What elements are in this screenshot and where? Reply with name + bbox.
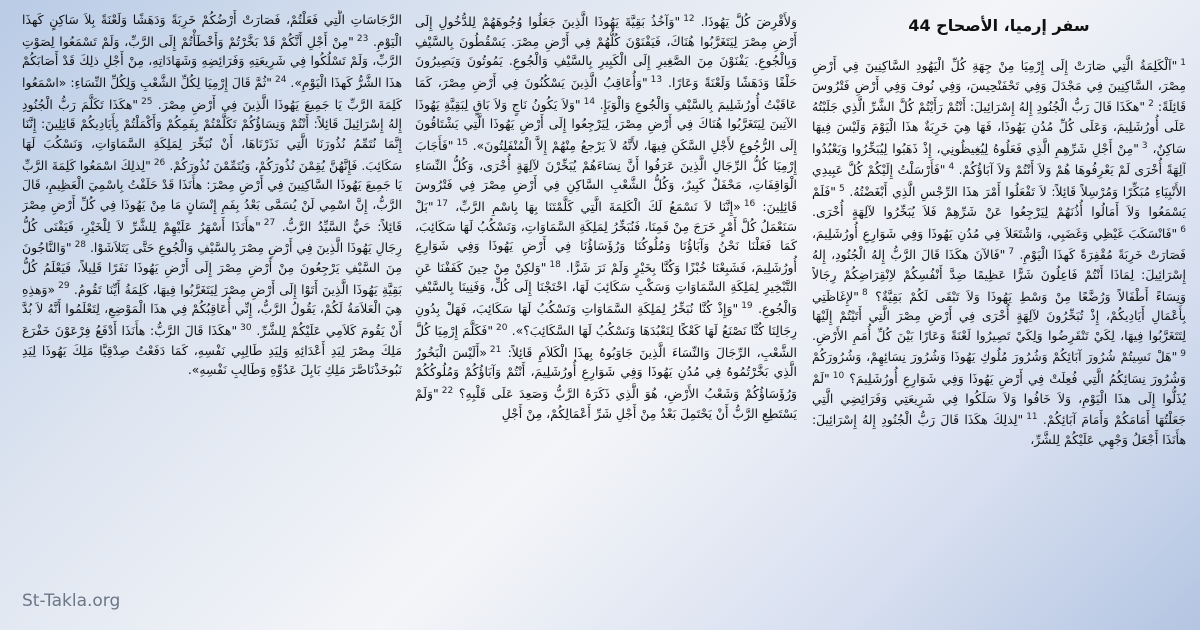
verse-number: 8 <box>861 288 868 299</box>
verse-text: "هكَذَا قَالَ رَبُّ الْجُنُودِ إِلهُ إِسْرَائِيلَ: أَنْتُمْ رَأَيْتُمْ كُلَّ الشَّرِّ الَّذِي جَلَبْتُهُ عَلَى أُورُشَلِيمَ، وَعَلَى كُلِّ مُدُنِ يَهُوذَا، فَهَا هِيَ خَرِبَةٌ هذَا الْيَوْمَ وَلَيْسَ فِيهَا سَاكِنٌ، <box>812 99 1186 156</box>
verse-number: 14 <box>583 96 596 107</box>
verse-text: "مِنْ أَجْلِ أَنَّكُمْ قَدْ بَخَّرْتُمْ وَأَخْطَأْتُمْ إِلَى الرَّبِّ، وَلَمْ تَسْمَعُوا لِصَوْتِ الرَّبِّ، وَلَمْ تَسْلُكُوا فِي شَرِيعَتِهِ وَفَرَائِضِهِ وَشَهَادَاتِهِ، مِنْ أَجْلِ ذلِكَ قَدْ أَصَابَكُمْ هذَا الشَّرُّ كَهذَا الْيَوْمِ». <box>22 33 402 91</box>
column-right-text <box>812 54 1186 450</box>
verse-text: الرَّجَاسَاتِ الَّتِي فَعَلْتُمْ، فَصَارَتْ أَرْضُكُمْ خَرِبَةً وَدَهَشًا وَلَعْنَةً بِلاَ سَاكِنٍ كَهذَا الْيَوْمِ. <box>22 12 402 49</box>
column-left-text <box>22 10 402 380</box>
verse-number: 11 <box>1026 412 1038 423</box>
verse-text: "فَكَلَّمَ إِرْمِيَا كُلَّ الشَّعْبِ، الرِّجَالَ وَالنِّسَاءَ الَّذِينَ جَاوَبُوهُ بِهذَا الْكَلاَمِ قَائِلاً: <box>415 322 797 360</box>
verse-text: «أَلَيْسَ الْبَخُورُ الَّذِي بَخَّرْتُمُوهُ فِي مُدُنِ يَهُوذَا وَفِي شَوَارِعِ أُورُشَلِيمَ، أَنْتُمْ وَآبَاؤُكُمْ وَمُلُوكُكُمْ وَرُؤَسَاؤُكُمْ وَشَعْبُ الأَرْضِ، هُوَ الَّذِي ذَكَرَهُ الرَّبُّ وَصَعِدَ عَلَى قَلْبِهِ؟ <box>415 344 797 401</box>
verse-text: "لإِغَاظَتِي بِأَعْمَالِ أَيَادِيكُمْ، إِذْ تُبَخِّرُونَ لآلِهَةٍ أُخْرَى فِي أَرْضِ مِصْرَ الَّتِي أَتَيْتُمْ إِلَيْهَا لِتَتَغَرَّبُوا فِيهَا، لِكَيْ تَنْقَرِضُوا وَلِكَيْ تَصِيرُوا لَعْنَةً وَعَارًا بَيْنَ كُلِّ أُمَمِ الأَرْضِ. <box>812 288 1186 343</box>
verse-number: 21 <box>489 344 502 355</box>
verse-number: 24 <box>275 74 287 85</box>
verse-number: 9 <box>1180 349 1186 360</box>
verse-text: "مِنْ أَجْلِ شَرِّهِمِ الَّذِي فَعَلُوهُ لِيُغِيظُونِي، إِذْ ذَهَبُوا لِيُبَخِّرُوا وَيَعْبُدُوا آلِهَةً أُخْرَى لَمْ يَعْرِفُوهَا هُمْ وَلاَ أَنْتُمْ وَلاَ آبَاؤُكُمْ. <box>812 140 1186 178</box>
verse-text: «إِنَّنَا لاَ نَسْمَعُ لَكَ الْكَلِمَةَ الَّتِي كَلَّمْتَنَا بِهَا بِاسْمِ الرَّبِّ، <box>448 198 741 214</box>
verse-number: 29 <box>58 281 70 292</box>
verse-text: "وَإِذْ كُنَّا نُبَخِّرُ لِمَلِكَةِ السَّمَاوَاتِ وَنَسْكُبُ لَهَا سَكَائِبَ، فَهَلْ بِدُونِ رِجَالِنَا كُنَّا نَصْنَعُ لَهَا كَعْكًا لِنَعْبُدَهَا وَنَسْكُبُ لَهَا السَّكَائِبَ؟». <box>415 301 797 338</box>
verse-text: "فَلَمْ يَسْمَعُوا وَلاَ أَمَالُوا أُذُنَهُمْ لِيَرْجِعُوا عَنْ شَرِّهِمْ فَلاَ يُبَخِّرُوا لآلِهَةٍ أُخْرَى. <box>812 184 1186 219</box>
verse-number: 5 <box>838 184 845 195</box>
verse-number: 16 <box>743 198 756 209</box>
site-watermark: St-Takla.org <box>22 591 121 611</box>
verse <box>812 349 1186 386</box>
verse-number: 13 <box>650 74 663 85</box>
verse-number: 27 <box>263 218 276 229</box>
verse-text: "ثُمَّ قَالَ إِرْمِيَا لِكُلِّ الشَّعْبِ وَلِكُلِّ النِّسَاءِ: «اسْمَعُوا كَلِمَةَ الرَّبِّ يَا جَمِيعَ يَهُوذَا الَّذِينَ فِي أَرْضِ مِصْرَ. <box>22 75 402 112</box>
verse-number: 18 <box>549 259 561 270</box>
verse-number: 28 <box>74 240 87 251</box>
verse-text: "فَالآنَ هكَذَا قَالَ الرَّبُّ إِلهُ الْجُنُودِ، إِلهُ إِسْرَائِيلَ: لِمَاذَا أَنْتُمْ فَاعِلُونَ شَرًّا عَظِيمًا ضِدَّ أَنْفُسِكُمْ لاِنْقِرَاضِكُمْ رِجَالاً وَنِسَاءً أَطْفَالاً وَرُضَّعًا مِنْ وَسْطِ يَهُوذَا وَلاَ تَبْقَى لَكُمْ بَقِيَّةٌ؟ <box>812 247 1186 304</box>
verse-number: 10 <box>832 371 845 382</box>
verse-text: "وَآخُذُ بَقِيَّةَ يَهُوذَا الَّذِينَ جَعَلُوا وُجُوهَهُمْ لِلدُّخُولِ إِلَى أَرْضِ مِصْرَ لِيَتَغَرَّبُوا هُنَاكَ، فَيَفْنَوْنَ كُلُّهُمْ فِي أَرْضِ مِصْرَ. يَسْقُطُونَ بِالسَّيْفِ وَبِالْجُوعِ. يَفْنَوْنَ مِنَ الصَّغِيرِ إِلَى الْكَبِيرِ بِالسَّيْفِ وَالْجُوعِ. يَمُوتُونَ وَيَصِيرُونَ حَلْفًا وَدَهَشًا وَلَعْنَةً وَعَارًا. <box>415 14 797 91</box>
verse-text: «وَهذِهِ هِيَ الْعَلاَمَةُ لَكُمْ، يَقُولُ الرَّبُّ، إِنِّي أُعَاقِبُكُمْ فِي هذَا الْمَوْضِعِ، لِتَعْلَمُوا أَنَّهُ لاَ بُدَّ أَنْ يَقُومَ كَلاَمِي عَلَيْكُمْ لِلشَّرِّ. <box>22 281 402 338</box>
verse-number: 1 <box>1180 58 1186 68</box>
verse-number: 7 <box>1008 247 1015 258</box>
verse-number: 4 <box>948 162 955 173</box>
verse-text: وَلأَقْرِضَ كُلَّ يَهُوذَا. <box>694 14 797 30</box>
verse-number: 23 <box>356 33 369 44</box>
verse <box>695 14 797 29</box>
verse-text: "لِذلِكَ اسْمَعُوا كَلِمَةَ الرَّبِّ يَا جَمِيعَ يَهُوذَا السَّاكِنِينَ فِي أَرْضِ مِصْرَ: هأَنَذَا قَدْ حَلَفْتُ بِاسْمِيَ الْعَظِيمِ، قَالَ الرَّبُّ، إِنَّ اسْمِي لَنْ يُسَمَّى بَعْدُ بِفَمِ إِنْسَانٍ مَا مِنْ يَهُوذَا فِي كُلِّ أَرْضِ مِصْرَ قَائِلاً: حَيٌّ السَّيِّدُ الرَّبُّ. <box>22 157 402 234</box>
verse-text: "هكَذَا قَالَ الرَّبُّ: هأَنَذَا أَدْفَعُ فِرْعَوْنَ خَفْرَعَ مَلِكَ مِصْرَ لِيَدِ أَعْدَائِهِ وَلِيَدِ طَالِبِي نَفْسِهِ، كَمَا دَفَعْتُ صِدْقِيَّا مَلِكَ يَهُوذَا لِيَدِ نَبُوخَذْنَاصَّرَ مَلِكِ بَابِلَ عَدُوِّهِ وَطَالِبِ نَفْسِهِ». <box>22 322 402 378</box>
column-middle-text <box>415 10 797 423</box>
verse-text: "وَلكِنْ مِنْ حِينَ كَفَفْنَا عَنِ التَّبْخِيرِ لِمَلِكَةِ السَّمَاوَاتِ وَسَكْبِ سَكَائِبَ لَهَا، احْتَجْنَا إِلَى كُلٍّ، وَفَنِينَا بِالسَّيْفِ وَالْجُوعِ. <box>415 259 797 317</box>
verse-text: "بَلْ سَنَعْمَلُ كُلَّ أَمْرٍ خَرَجَ مِنْ فَمِنَا، فَنُبَخِّرُ لِمَلِكَةِ السَّمَاوَاتِ، وَنَسْكُبُ لَهَا سَكَائِبَ، كَمَا فَعَلْنَا نَحْنُ وَآبَاؤُنَا وَمُلُوكُنَا وَرُؤَسَاؤُنَا فِي أَرْضِ يَهُوذَا وَفِي شَوَارِعِ أُورُشَلِيمَ، فَشَبِعْنَا خُبْزًا وَكُنَّا بِخَيْرٍ وَلَمْ نَرَ شَرًّا. <box>415 198 797 275</box>
verse-text: "هكَذَا تَكَلَّمَ رَبُّ الْجُنُودِ إِلهُ إِسْرَائِيلَ قَائِلاً: أَنْتُمْ وَنِسَاؤُكُمْ تَكَلَّمْتُمْ بِفَمِكُمْ وَأَكْمَلْتُمْ بِأَيَادِيكُمْ قَائِلِينَ: إِنَّنَا إِنَّمَا نُتَمِّمُ نُذُورَنَا الَّتِي نَذَرْنَاهَا، أَنْ نُبَخِّرَ لِمَلِكَةِ السَّمَاوَاتِ، وَنَسْكُبَ لَهَا سَكَائِبَ. فَإِنَّهُنَّ يُقِمْنَ نُذُورَكُمْ، وَيُتَمِّمْنَ نُذُورَكُمْ. <box>22 96 402 173</box>
verse-number: 6 <box>1180 225 1186 236</box>
verse-number: 19 <box>741 301 753 312</box>
verse-number: 15 <box>456 137 468 148</box>
verse-text: "لَمْ يُذَلُّوا إِلَى هذَا الْيَوْمِ، وَلاَ خَافُوا وَلاَ سَلَكُوا فِي شَرِيعَتِي وَفَرَائِضِي الَّتِي جَعَلْتُهَا أَمَامَكُمْ وَأَمَامَ آبَائِكُمْ. <box>812 371 1186 428</box>
verse-text: "فَأَجَابَ إِرْمِيَا كُلُّ الرِّجَالِ الَّذِينَ عَرَفُوا أَنَّ نِسَاءَهُمْ يُبَخِّرْنَ لآلِهَةٍ أُخْرَى، وَكُلُّ النِّسَاءِ الْوَاقِفَاتِ، مَحْفَلٌ كَبِيرٌ، وَكُلُّ الشَّعْبِ السَّاكِنِ فِي أَرْضِ مِصْرَ فِي فَتْرُوسَ قَائِلِينَ: <box>415 138 797 214</box>
verse-text: "فَانْسَكَبَ غَيْظِي وَغَضَبِي، وَاشْتَعَلاَ فِي مُدُنِ يَهُوذَا وَفِي شَوَارِعِ أُورُشَلِيمَ، فَصَارَتْ خَرِبَةً مُقْفِرَةً كَهذَا الْيَوْمِ. <box>812 225 1186 263</box>
verse <box>448 199 755 214</box>
verse-text: "وَلاَ يَكُونُ نَاجٍ وَلاَ بَاقٍ لِبَقِيَّةِ يَهُوذَا الآتِينَ لِيَتَغَرَّبُوا هُنَاكَ فِي أَرْضِ مِصْرَ، لِيَرْجِعُوا إِلَى أَرْضِ يَهُوذَا الَّتِي يَشْتَاقُونَ إِلَى الرُّجُوعِ لأَجْلِ السَّكَنِ فِيهَا، لأَنَّهُ لاَ يَرْجعُ مِنْهُمْ إِلاَّ الْمُنْفَلِتُونَ». <box>415 96 797 154</box>
verse-number: 26 <box>153 157 166 168</box>
verse-text: "هَلْ نَسِيتُمْ شُرُورَ آبَائِكُمْ وَشُرُورَ مُلُوكِ يَهُوذَا وَشُرُورَ نِسَائِهِمْ، وَشُرُورَكُمْ وَشُرُورَ نِسَائِكُمُ الَّتِي فُعِلَتْ فِي أَرْضِ يَهُوذَا وَفِي شَوَارِعِ أُورُشَلِيمَ؟ <box>812 349 1186 387</box>
verse-number: 25 <box>141 96 153 107</box>
verse-text: "اَلْكَلِمَةُ الَّتِي صَارَتْ إِلَى إِرْمِيَا مِنْ جِهَةِ كُلِّ الْيَهُودِ السَّاكِنِينَ فِي أَرْضِ مِصْرَ، السَّاكِنِينَ فِي مَجْدَلَ وَفِي تَحْفَنْحِيسَ، وَفِي نُوفَ وَفِي أَرْضِ فَتْرُوسَ قَائِلَةً: <box>812 58 1186 115</box>
verse-text: "وَأُعَاقِبُ الَّذِينَ يَسْكُنُونَ فِي أَرْضِ مِصْرَ، كَمَا عَاقَبْتُ أُورُشَلِيمَ بِالسَّيْفِ وَالْجُوعِ وَالْوَبَإِ. <box>415 75 797 112</box>
verse-number: 30 <box>240 322 252 333</box>
verse-number: 3 <box>1141 140 1148 151</box>
chapter-title: سفر إرميا، الأصحاح 44 <box>908 16 1090 35</box>
verse-number: 17 <box>436 198 448 209</box>
column-left <box>22 10 402 530</box>
verse-number: 2 <box>1148 99 1154 110</box>
verse-number: 22 <box>441 385 454 396</box>
verse-number: 12 <box>683 14 695 24</box>
verse-text: "وَلَمْ يَسْتَطِعِ الرَّبُّ أَنْ يَحْتَمِلَ بَعْدُ مِنْ أَجْلِ شَرِّ أَعْمَالِكُمْ، مِنْ أَجْلِ <box>415 385 797 421</box>
column-right <box>812 10 1186 620</box>
verse-text: "هأَنَذَا أَسْهَرُ عَلَيْهِمْ لِلشَّرِّ لاَ لِلْخَيْرِ، فَيَفْنَى كُلُّ رِجَالِ يَهُوذَا الَّذِينَ فِي أَرْضِ مِصْرَ بِالسَّيْفِ وَالْجُوعِ حَتَّى يَتَلاَشَوْا. <box>22 218 402 256</box>
verse-text: "لِذلِكَ هكَذَا قَالَ رَبُّ الْجُنُودِ إِلهُ إِسْرَائِيلَ: هأَنَذَا أَجْعَلُ وَجْهِي عَلَيْكُمْ لِلشَّرِّ، <box>812 412 1186 448</box>
verse-text: "وَالنَّاجُونَ مِنَ السَّيْفِ يَرْجِعُونَ مِنْ أَرْضِ مِصْرَ إِلَى أَرْضِ يَهُوذَا نَفَرًا قَلِيلاً، فَيَعْلَمُ كُلُّ بَقِيَّةِ يَهُوذَا الَّذِينَ أَتَوْا إِلَى أَرْضِ مِصْرَ لِيَتَغَرَّبُوا فِيهَا، كَلِمَةُ أَيِّنَا تَقُومُ. <box>22 240 402 297</box>
verse-number: 20 <box>496 322 508 333</box>
verse-text: "فَأَرْسَلْتُ إِلَيْكُمْ كُلَّ عَبِيدِي الأَنْبِيَاءِ مُبَكِّرًا وَمُرْسِلاً قَائِلاً: لاَ تَفْعَلُوا أَمْرَ هذَا الرِّجْسِ الَّذِي أَبْغَضْتُهُ. <box>812 162 1186 200</box>
column-middle <box>415 10 797 550</box>
